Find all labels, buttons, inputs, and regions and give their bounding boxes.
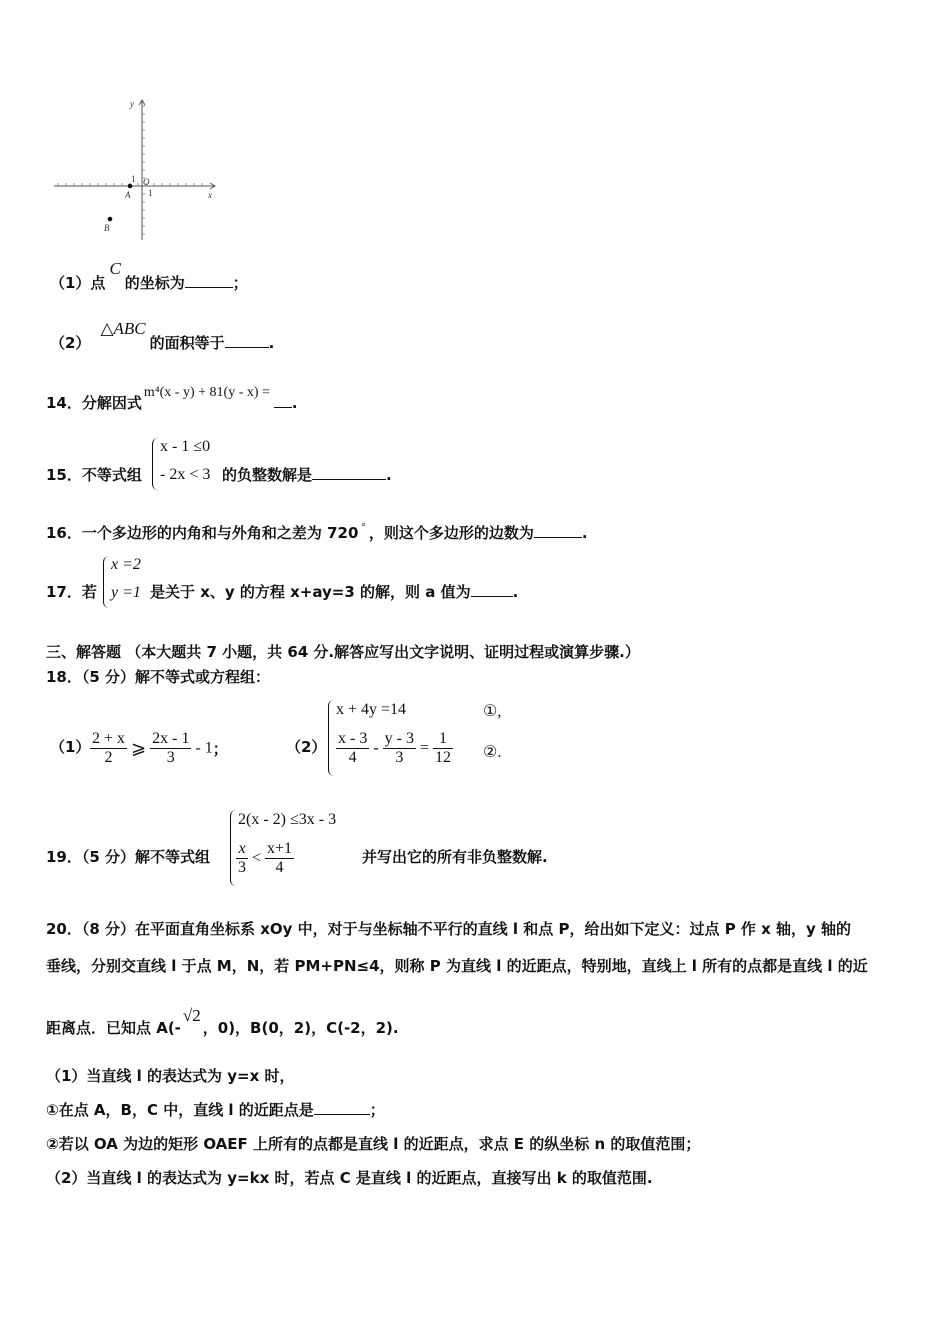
q16-degree: ° <box>361 521 366 533</box>
q20-part1-i-end: ； <box>369 1101 385 1119</box>
q19-frac-b-num: x+1 <box>267 840 293 857</box>
q18-part1-expr <box>90 730 228 767</box>
q13-part2-prefix: （2） <box>50 334 91 352</box>
q13-part1-suffix: 的坐标为 <box>124 274 185 292</box>
q18-geq: ⩾ <box>131 738 147 758</box>
q14-expression: m⁴(x - y) + 81(y - x) = <box>143 385 270 400</box>
q20-part1-i-text: ①在点 A，B，C 中，直线 l 的近距点是 <box>46 1101 314 1119</box>
q20-part1-i-blank <box>314 1100 370 1115</box>
q18-frac2-num: 2x - 1 <box>152 730 190 747</box>
q18-p2-frac-a-den: 4 <box>348 749 357 766</box>
q18-p2-frac-c <box>433 730 453 767</box>
q17-blank <box>471 582 513 597</box>
q15-line1: x - 1 ≤0 <box>160 438 211 455</box>
q13-point-c: C <box>109 259 121 278</box>
q18-p2-frac-b-den: 3 <box>395 749 404 766</box>
q17-label: 17．若 <box>46 583 97 601</box>
q13-part2-blank <box>225 333 269 348</box>
point-b-label: B <box>104 223 110 233</box>
origin-label: O <box>143 177 150 187</box>
q18-frac2 <box>150 730 191 767</box>
q15-blank <box>312 465 386 480</box>
q13-part2-suffix: 的面积等于 <box>149 334 225 352</box>
q18-part2-line1: x + 4y =14 <box>336 701 407 718</box>
q14-blank <box>274 393 292 408</box>
q18-part2-brace <box>328 700 335 776</box>
q20-line1: 20．（8 分）在平面直角坐标系 xOy 中，对于与坐标轴不平行的直线 l 和点 P，给出如下定义：过点 P 作 x 轴，y 轴的 <box>46 920 852 938</box>
q18-frac1-num: 2 + x <box>92 730 126 747</box>
q18-p2-frac-b <box>383 730 416 767</box>
y-axis-label: y <box>130 99 134 109</box>
q18-part2-mark1: ①, <box>483 703 502 720</box>
point-a-dot <box>128 184 133 189</box>
q13-part2 <box>50 319 275 353</box>
q15-brace <box>152 438 159 490</box>
q19-label: 19．（5 分）解不等式组 <box>46 848 211 866</box>
q18-tail: - 1 <box>195 739 213 757</box>
point-b-dot <box>108 217 113 222</box>
q20-line3-a: 距离点．已知点 A(- <box>46 1019 181 1037</box>
x-tick-one-label: 1 <box>148 188 153 198</box>
q13-part1-blank <box>185 273 233 288</box>
q15-tail <box>222 464 392 485</box>
q17-label-wrap <box>46 581 97 602</box>
q19-frac-b <box>265 840 294 877</box>
q18-p2-minus: - <box>373 739 379 757</box>
q19-frac-b-den: 4 <box>275 859 284 876</box>
q18-part2-mark2: ②. <box>483 744 502 761</box>
q20-part1-ii: ②若以 OA 为边的矩形 OAEF 上所有的点都是直线 l 的近距点，求点 E 的纵坐标 n 的取值范围； <box>46 1135 701 1153</box>
section3-title: 三、解答题 （本大题共 7 小题，共 64 分.解答应写出文字说明、证明过程或演算步骤.） <box>46 643 640 661</box>
q19-suffix: 并写出它的所有非负整数解. <box>362 848 548 866</box>
q18-part1-end: ； <box>212 740 228 758</box>
q19-lt: < <box>252 849 262 867</box>
q18-p2-frac-a-num: x - 3 <box>338 730 368 747</box>
x-axis-label: x <box>208 190 212 200</box>
q20-part2: （2）当直线 l 的表达式为 y=kx 时，若点 C 是直线 l 的近距点，直接写出 k 的取值范围. <box>46 1169 653 1187</box>
q19-frac-a-num: x <box>236 840 248 859</box>
q13-triangle-abc: △ABC <box>100 319 146 338</box>
q17-end: . <box>512 583 519 601</box>
q13-part1 <box>50 259 248 293</box>
q15-line2: - 2x < 3 <box>160 466 211 483</box>
q16 <box>46 522 588 543</box>
q14-end: . <box>291 394 298 412</box>
q18-p2-frac-b-num: y - 3 <box>384 730 414 747</box>
q20-line3-b: ，0)，B(0，2)，C(-2，2). <box>202 1019 399 1037</box>
q19-frac-a <box>236 840 248 877</box>
q13-part1-end: ； <box>232 274 248 292</box>
q18-part2-line2 <box>336 730 453 767</box>
q15-end: . <box>386 466 392 484</box>
q17-tail <box>150 581 518 602</box>
q18-part1-label: （1） <box>50 738 91 756</box>
q20-line3 <box>46 1006 399 1038</box>
q16-suffix: ，则这个多边形的边数为 <box>368 524 534 542</box>
q15-label: 15．不等式组 <box>46 466 142 484</box>
q18-p2-frac-c-num: 1 <box>433 730 453 749</box>
q17-line1: x =2 <box>111 556 141 573</box>
coordinate-graph <box>50 95 225 245</box>
q13-part1-prefix: （1）点 <box>50 274 106 292</box>
q18-p2-frac-c-den: 12 <box>435 749 452 766</box>
q14-label: 14．分解因式 <box>46 394 142 412</box>
q13-part2-end: . <box>268 334 275 352</box>
y-tick-one-label: 1 <box>131 174 136 184</box>
q20-part1-i <box>46 1099 385 1120</box>
q19-frac-a-den: 3 <box>238 859 246 876</box>
q20-line2: 垂线，分别交直线 l 于点 M，N，若 PM+PN≤4，则称 P 为直线 l 的近距点，特别地，直线上 l 所有的点都是直线 l 的近 <box>46 957 868 975</box>
q14 <box>46 385 298 413</box>
q20-part1: （1）当直线 l 的表达式为 y=x 时， <box>46 1067 295 1085</box>
q18-frac2-den: 3 <box>166 749 175 766</box>
q18-p2-eq: = <box>419 739 430 757</box>
q19-line1: 2(x - 2) ≤3x - 3 <box>238 811 337 828</box>
q20-sqrt2: √2 <box>182 1006 201 1025</box>
q16-blank <box>534 523 582 538</box>
q18-frac1 <box>90 730 127 767</box>
q18-p2-frac-a <box>336 730 369 767</box>
q17-suffix: 是关于 x、y 的方程 x+ay=3 的解，则 a 值为 <box>150 583 471 601</box>
q17-brace <box>103 556 110 608</box>
q18-header: 18．（5 分）解不等式或方程组： <box>46 668 271 686</box>
q16-end: . <box>581 524 588 542</box>
q16-text: 16．一个多边形的内角和与外角和之差为 720 <box>46 524 359 542</box>
q15-suffix: 的负整数解是 <box>222 466 313 484</box>
q15-label-wrap <box>46 464 142 485</box>
q17-line2: y =1 <box>111 584 141 601</box>
q19-line2 <box>236 840 294 877</box>
point-a-label: A <box>125 190 131 200</box>
q18-frac1-den: 2 <box>104 749 113 766</box>
q18-part2-label: （2） <box>286 738 327 756</box>
